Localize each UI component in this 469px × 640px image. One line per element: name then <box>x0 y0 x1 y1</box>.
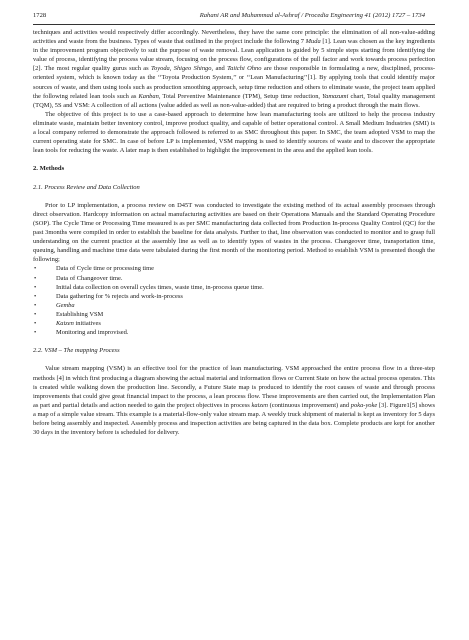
article-body <box>33 28 435 437</box>
section-heading-methods: 2. Methods <box>33 165 65 173</box>
list-item-text: Data of Cycle time or processing time <box>56 265 154 273</box>
bullet-icon: • <box>34 320 37 327</box>
text-run-italic: Kanban <box>138 92 159 100</box>
list-item <box>33 283 435 292</box>
bullet-icon: • <box>34 329 37 337</box>
list-item-text: initiatives <box>73 320 101 327</box>
page-header <box>33 9 435 23</box>
bullet-icon: • <box>34 265 37 273</box>
text-run-italic: Yamazumi <box>322 92 349 100</box>
text-run: (continuous improvement) and <box>267 401 351 409</box>
list-item-text-italic: Kaizen <box>56 320 74 327</box>
spacer <box>33 337 435 346</box>
list-item <box>33 292 435 301</box>
spacer <box>33 192 435 201</box>
header-rule <box>33 24 435 25</box>
process-review-paragraph: Prior to LP implementation, a process review on D45T was conducted to investigate the existing method of its actual assembly processes through direct observation. Hardcopy information on actual manufacturing activities are based on their Operations Manuals and the Standard Operating Procedure (SOP). The Cycle Time or Processing Time measured is as per SMC manufacturing data collected from Production In-process Quality Control (QC) for the past 3months were compiled in order to establish the baseline for data analysis. Further to that, line observation was conducted to monitor and to grasp full understanding on the current practice at the assembly line as well as to identify types of wastes in the process. Changeover time, transportation time, queuing, handling and machine time data were tabulated during the first month of the monitoring period. Method to establish VSM is presented though the following; <box>33 201 435 264</box>
list-item <box>33 274 435 283</box>
text-run: techniques and activities would respectively differ accordingly. Nevertheless, they have the same core principle: the elimination of all non-value-adding activities and waste from the business. Types of waste that outlined in the project include the following 7 <box>33 29 435 46</box>
list-item <box>33 328 435 337</box>
bullet-icon: • <box>34 274 37 282</box>
list-item-text: Gemba <box>56 301 75 309</box>
subsection-heading-process-review: 2.1. Process Review and Data Collection <box>33 183 140 191</box>
running-title: Rahani AR and Muhammad al-Ashraf / Procedia Engineering 41 (2012) 1727 – 1734 <box>199 12 425 19</box>
text-run-italic: Toyoda, Shigeo Shingo <box>151 65 212 73</box>
spacer <box>33 355 435 364</box>
text-run: , and <box>211 65 228 73</box>
text-run: [1]. Lean was chosen as the key ingredients in the improvement program objectively to suit the purpose of waste removal. Lean application is guided by 5 simple steps starting from identifying the value of process, identifying the process value stream, focusing on the process flow, configurations of the pull factor and work towards process perfection [2]. The most regular quality gurus such as <box>33 38 435 73</box>
list-item <box>33 301 435 310</box>
page-number: 1728 <box>33 12 47 19</box>
list-item-text: Initial data collection on overall cycles times, waste time, in-process queue time. <box>56 283 264 291</box>
text-run-italic: poka-yoke <box>350 401 378 409</box>
list-item <box>33 319 435 328</box>
text-run: Value stream mapping (VSM) is an effective tool for the practice of lean manufacturing. VSM approached the entire process flow in a three-step methods [4] in which first producing a diagram showing the actual material and information flows or Current State on how the actual process operates. This is created while walking down the production line. Secondly, a Future State map is produced to identify the root causes of waste and through process improvements that could give great financial impact to the process, a lean process flow. These improvements are then carried out, the Implementation Plan as part and partial details and action needed to gain the project objectives in process <box>33 365 435 409</box>
list-item <box>33 264 435 273</box>
text-run: are those responsible in formulating a new, disciplined, process-oriented system, which is known today as the ‘‘Toyota Production System,’’ or ‘‘Lean Manufacturing’’[1]. By applying tools that could identify major sources of waste, and then using tools such as production smoothing approach, setup time reduction and others to eliminate waste, the project team applied the following related lean tools such as <box>33 65 436 100</box>
list-item-text: Data of Changeover time. <box>56 274 123 282</box>
text-run-italic: Muda <box>305 38 321 46</box>
text-run: , Total Preventive Maintenance (TPM), Setup time reduction, <box>158 92 323 100</box>
vsm-paragraph <box>33 364 435 437</box>
list-item-text: Monitoring and improvised. <box>56 329 129 337</box>
bullet-icon: • <box>34 292 37 300</box>
intro-paragraph-2: The objective of this project is to use a case-based approach to determine how lean manufacturing tools are utilized to help the process industry eliminate waste, maintain better inventory control, improve product quality, and capable of better operational control. A Small Medium Industries (SMI) is a local company referred to demonstrate the approach followed is referred to as SMC throughout this paper. In SMC, the team adopted VSM to map the current operating state for SMC. In case of before LP is implemented, VSM mapping is used to identify sources of waste and to discover the appropriate lean tools for reducing the waste. A later map is then established to highlight the improvement in the area and the applied lean tools. <box>33 110 435 155</box>
text-run: [3]. Figure1[5] shows a map of a simple value stream. This example is a material-flow-only value stream map. A weekly truck shipment of material is kept as inventory for 5 days before being assembly and inspected. Assembly process and inspection activities are being captured in the data box. Complete products are kept for another 30 days in the inventory before is scheduled for delivery. <box>33 401 436 437</box>
list-item-text: Establishing VSM <box>56 310 104 318</box>
text-run-italic: kaizen <box>251 401 268 409</box>
spacer <box>33 174 435 183</box>
text-run-italic: Taiichi Ohno <box>227 65 262 73</box>
list-item <box>33 310 435 319</box>
bullet-icon: • <box>34 283 37 291</box>
spacer <box>33 155 435 164</box>
bullet-icon: • <box>34 310 37 318</box>
list-item-text: Data gathering for % rejects and work-in-process <box>56 292 183 300</box>
text-run: chart, Total quality management (TQM), 5S and VSM: A collection of all actions (value added as well as non-value-added) that are required to bring a product through the main flows. <box>33 92 435 109</box>
method-steps-list <box>33 264 435 337</box>
bullet-icon: • <box>34 301 37 309</box>
subsection-heading-vsm: 2.2. VSM – The mapping Process <box>33 347 120 355</box>
intro-paragraph-1 <box>33 28 435 110</box>
